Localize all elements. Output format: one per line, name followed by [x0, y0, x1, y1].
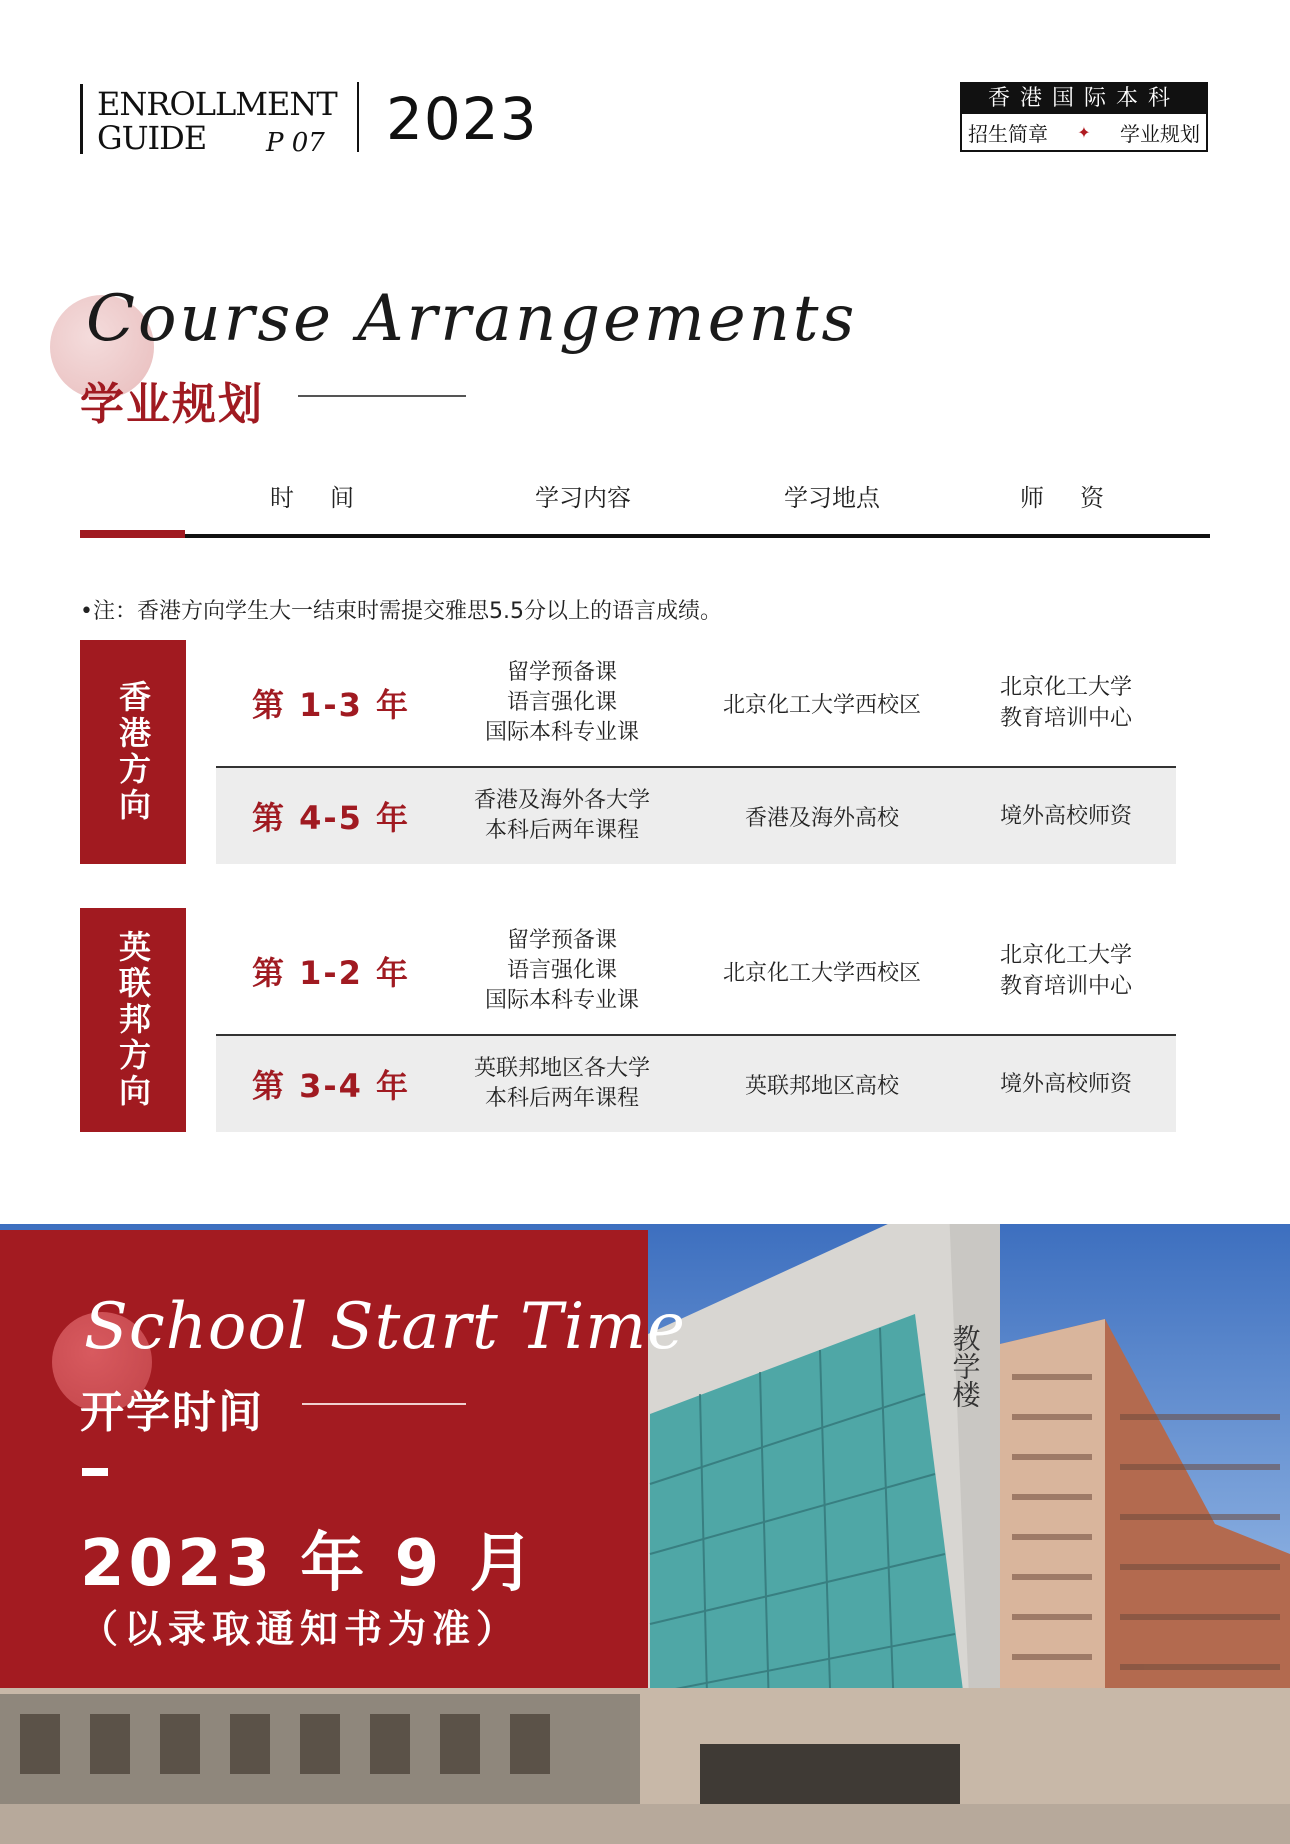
row-content [452, 1036, 672, 1132]
content-line: 英联邦地区各大学 [473, 1056, 650, 1081]
title-underline [298, 395, 466, 397]
header-time: 时间 [270, 484, 390, 512]
header-divider [357, 82, 359, 152]
row-year: 第 1-3 年 [251, 686, 411, 724]
content-line: 国际本科专业课 [484, 988, 639, 1013]
table-header-rule [80, 534, 1210, 538]
group-label-commonwealth [80, 908, 186, 1132]
row-year: 第 4-5 年 [251, 799, 411, 837]
group-label-hongkong [80, 640, 186, 864]
enrollment-guide-mark [80, 84, 337, 158]
header-teacher: 师资 [1020, 484, 1140, 512]
content-line: 语言强化课 [506, 958, 617, 983]
badge-subtitle [962, 114, 1206, 150]
header-place: 学习地点 [784, 484, 880, 512]
star-icon: ✦ [1077, 122, 1091, 142]
guide-line1: ENROLLMENT [97, 85, 337, 123]
row-place: 北京化工大学西校区 [722, 960, 921, 986]
program-badge [960, 82, 1208, 152]
teacher-line: 北京化工大学 [999, 675, 1132, 700]
badge-left: 招生简章 [968, 121, 1048, 146]
dash-marker [82, 1468, 108, 1476]
row-place: 北京化工大学西校区 [722, 692, 921, 718]
row-year: 第 1-2 年 [251, 954, 411, 992]
course-title-cn: 学业规划 [80, 379, 264, 430]
title-underline [302, 1403, 466, 1405]
teacher-line: 北京化工大学 [999, 943, 1132, 968]
course-title-en: Course Arrangements [86, 282, 858, 356]
row-teacher [956, 640, 1176, 766]
header-content: 学习内容 [535, 484, 631, 512]
teacher-line: 境外高校师资 [999, 1071, 1132, 1097]
row-year: 第 3-4 年 [251, 1067, 411, 1105]
badge-title: 香港国际本科 [962, 84, 1206, 114]
teacher-line: 教育培训中心 [999, 974, 1132, 999]
guide-line2: GUIDE [97, 119, 207, 157]
table-row [216, 1036, 1176, 1132]
table-row [216, 768, 1176, 864]
table-header-accent [80, 530, 185, 538]
content-line: 语言强化课 [506, 690, 617, 715]
start-date: 2023 年 9 月 [80, 1527, 538, 1601]
start-title-cn: 开学时间 [80, 1387, 264, 1438]
building-sign: 教学楼 [948, 1324, 982, 1408]
table-row [216, 908, 1176, 1034]
badge-right: 学业规划 [1120, 121, 1200, 146]
row-content [452, 768, 672, 864]
start-note: （以录取通知书为准） [80, 1607, 521, 1651]
teacher-line: 境外高校师资 [999, 803, 1132, 829]
content-line: 国际本科专业课 [484, 720, 639, 745]
row-teacher [956, 908, 1176, 1034]
row-content [452, 908, 672, 1034]
content-line: 留学预备课 [506, 660, 617, 685]
page-number: P 07 [266, 128, 325, 158]
content-line: 本科后两年课程 [484, 1086, 639, 1111]
header-year: 2023 [386, 85, 538, 153]
table-note: •注：香港方向学生大一结束时需提交雅思5.5分以上的语言成绩。 [80, 599, 722, 624]
group-label-text: 英联邦方向 [114, 930, 152, 1110]
row-place: 英联邦地区高校 [744, 1073, 899, 1099]
teacher-line: 教育培训中心 [999, 706, 1132, 731]
row-teacher [956, 1036, 1176, 1132]
row-teacher [956, 768, 1176, 864]
content-line: 本科后两年课程 [484, 818, 639, 843]
table-row [216, 640, 1176, 766]
row-content [452, 640, 672, 766]
group-label-text: 香港方向 [114, 680, 152, 824]
row-place: 香港及海外高校 [744, 805, 899, 831]
content-line: 香港及海外各大学 [473, 788, 650, 813]
start-title-en: School Start Time [84, 1290, 686, 1364]
content-line: 留学预备课 [506, 928, 617, 953]
